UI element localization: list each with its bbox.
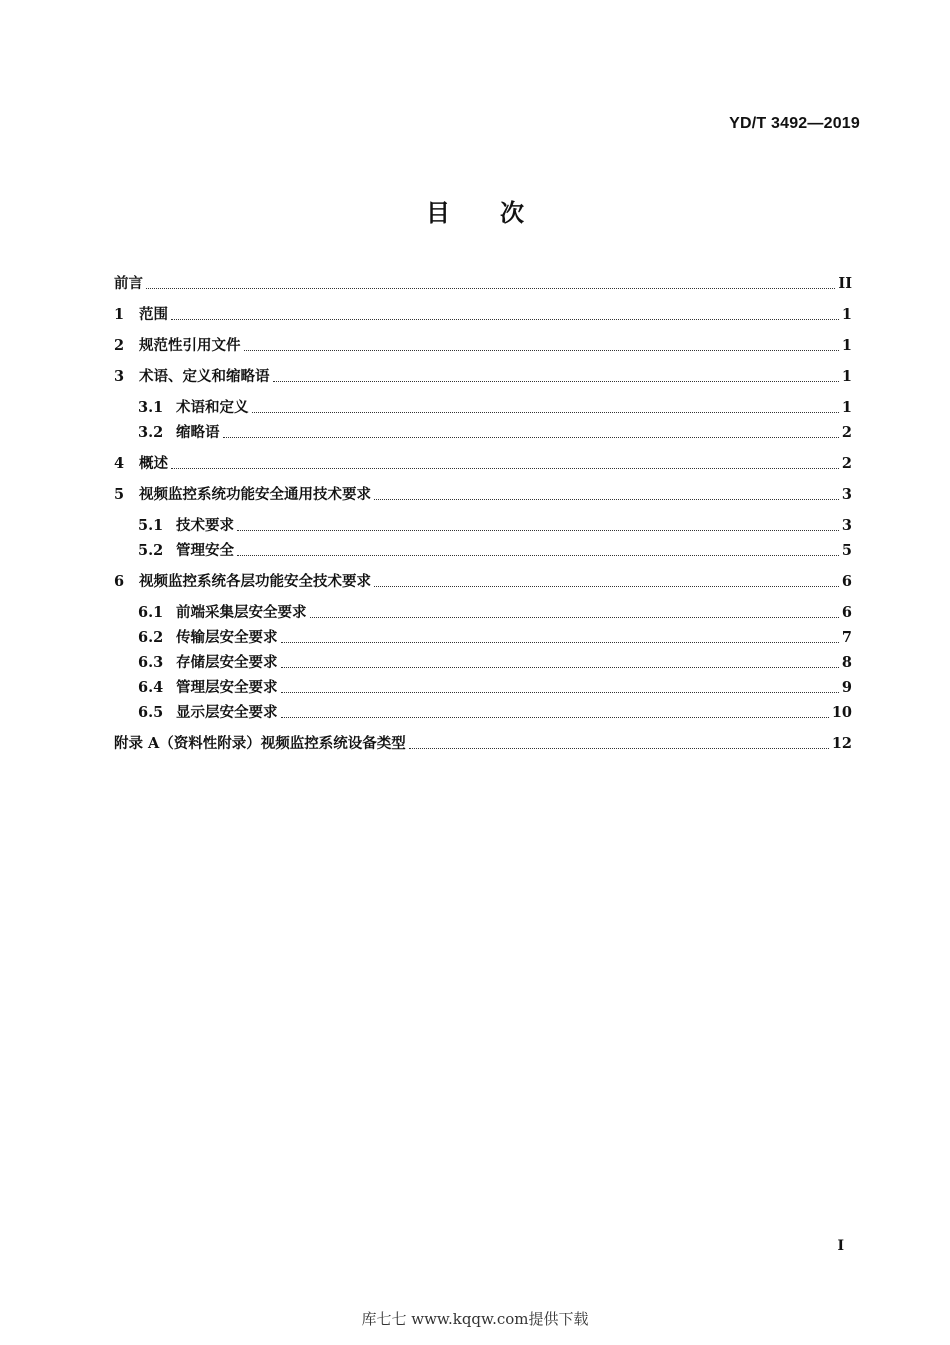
standard-code: YD/T 3492—2019 — [729, 115, 860, 132]
toc-entry-page: 7 — [841, 629, 852, 646]
toc-entry-label: 术语、定义和缩略语 — [139, 368, 270, 385]
toc-entry-page: 1 — [841, 399, 852, 416]
toc-entry-page: 6 — [841, 604, 852, 621]
dot-leader — [273, 381, 839, 382]
toc-entry-foreword[interactable] — [114, 273, 852, 295]
toc-entry-page: 2 — [841, 455, 852, 472]
toc-entry-label: 附录 A（资料性附录）视频监控系统设备类型 — [114, 735, 406, 752]
title-part-2: 次 — [500, 199, 524, 227]
toc-entry-label: 技术要求 — [176, 517, 234, 534]
toc-entry-page: 1 — [841, 306, 852, 323]
toc-entry-3[interactable] — [114, 366, 852, 388]
dot-leader — [374, 586, 839, 587]
toc-entry-6-1[interactable] — [138, 602, 852, 624]
title-part-1: 目 — [426, 199, 450, 227]
toc-entry-4[interactable] — [114, 453, 852, 475]
dot-leader — [374, 499, 839, 500]
toc-entry-5-2[interactable] — [138, 540, 852, 562]
toc-entry-label: 管理安全 — [176, 542, 234, 559]
toc-entry-page: 5 — [841, 542, 852, 559]
toc-entry-page: II — [838, 275, 852, 292]
toc-entry-page: 9 — [841, 679, 852, 696]
toc-entry-label: 范围 — [139, 306, 168, 323]
toc-entry-page: 6 — [841, 573, 852, 590]
toc-entry-number: 1 — [114, 306, 125, 323]
toc-entry-label: 管理层安全要求 — [176, 679, 278, 696]
toc-entry-label: 术语和定义 — [176, 399, 249, 416]
toc-entry-5[interactable] — [114, 484, 852, 506]
toc-entry-label: 规范性引用文件 — [139, 337, 241, 354]
dot-leader — [252, 412, 839, 413]
dot-leader — [171, 468, 839, 469]
toc-entry-label: 显示层安全要求 — [176, 704, 278, 721]
toc-entry-2[interactable] — [114, 335, 852, 357]
toc-entry-page: 3 — [841, 486, 852, 503]
toc-entry-page: 1 — [841, 337, 852, 354]
toc-entry-number: 5.2 — [138, 542, 164, 559]
toc-entry-label: 传输层安全要求 — [176, 629, 278, 646]
toc-entry-6-2[interactable] — [138, 627, 852, 649]
dot-leader — [281, 667, 839, 668]
toc-entry-number: 5.1 — [138, 517, 164, 534]
toc-entry-page: 1 — [841, 368, 852, 385]
toc-entry-label: 视频监控系统功能安全通用技术要求 — [139, 486, 371, 503]
toc-entry-number: 6.4 — [138, 679, 164, 696]
toc-entry-number: 6 — [114, 573, 125, 590]
toc-entry-appendix-a[interactable] — [114, 733, 852, 755]
toc-entry-number: 6.5 — [138, 704, 164, 721]
toc-entry-3-1[interactable] — [138, 397, 852, 419]
toc-entry-5-1[interactable] — [138, 515, 852, 537]
dot-leader — [281, 717, 829, 718]
page-title — [0, 193, 950, 228]
toc-entry-number: 3.2 — [138, 424, 164, 441]
dot-leader — [244, 350, 839, 351]
dot-leader — [146, 288, 835, 289]
toc-entry-label: 缩略语 — [176, 424, 220, 441]
dot-leader — [171, 319, 839, 320]
toc-entry-number: 5 — [114, 486, 125, 503]
toc-entry-number: 4 — [114, 455, 125, 472]
toc-entry-page: 8 — [841, 654, 852, 671]
download-watermark: 库七七 www.kqqw.com提供下载 — [361, 1310, 589, 1328]
toc-entry-3-2[interactable] — [138, 422, 852, 444]
toc-entry-label: 视频监控系统各层功能安全技术要求 — [139, 573, 371, 590]
dot-leader — [281, 692, 839, 693]
toc-entry-number: 6.3 — [138, 654, 164, 671]
dot-leader — [281, 642, 839, 643]
dot-leader — [237, 530, 839, 531]
toc-entry-number: 3 — [114, 368, 125, 385]
toc-entry-page: 3 — [841, 517, 852, 534]
toc-entry-6-3[interactable] — [138, 652, 852, 674]
toc-entry-number: 6.1 — [138, 604, 164, 621]
toc-entry-page: 2 — [841, 424, 852, 441]
toc-entry-number: 3.1 — [138, 399, 164, 416]
toc-entry-label: 前言 — [114, 275, 143, 292]
toc-entry-page: 12 — [831, 735, 852, 752]
page-number: I — [837, 1238, 844, 1254]
dot-leader — [409, 748, 829, 749]
toc-entry-label: 概述 — [139, 455, 168, 472]
dot-leader — [223, 437, 839, 438]
toc-entry-1[interactable] — [114, 304, 852, 326]
toc-entry-label: 存储层安全要求 — [176, 654, 278, 671]
dot-leader — [237, 555, 839, 556]
dot-leader — [310, 617, 839, 618]
toc-entry-number: 6.2 — [138, 629, 164, 646]
toc-entry-6-4[interactable] — [138, 677, 852, 699]
toc-entry-page: 10 — [831, 704, 852, 721]
toc-entry-6[interactable] — [114, 571, 852, 593]
toc-entry-6-5[interactable] — [138, 702, 852, 724]
toc-entry-number: 2 — [114, 337, 125, 354]
toc-entry-label: 前端采集层安全要求 — [176, 604, 307, 621]
